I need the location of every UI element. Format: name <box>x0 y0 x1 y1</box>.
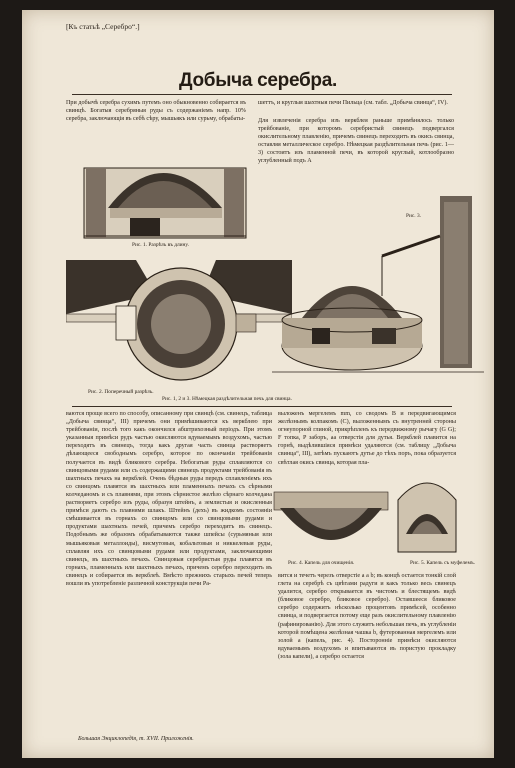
figure-rule <box>72 406 452 407</box>
caption-figures-1-3: Рис. 1, 2 и 3. Нѣмецкая раздѣлительная печь для свинца. <box>162 396 292 402</box>
caption-figure-3-label: Рис. 3. <box>406 213 422 219</box>
page-title: Добыча серебра. <box>179 70 337 91</box>
figure-3-furnace-exterior <box>272 196 484 386</box>
figure-4-cupel <box>272 490 390 556</box>
figure-5-cupel-muffle <box>394 474 460 554</box>
document-page <box>22 10 494 758</box>
title-rule <box>72 94 452 95</box>
page-footer: Большая Энциклопедія, т. XVII. Приложенія. <box>78 736 194 742</box>
caption-figure-1: Рис. 1. Разрѣзъ въ длину. <box>132 242 189 248</box>
figure-2-plan-section <box>66 254 292 386</box>
header-note: [Къ статьѣ „Серебро“.] <box>66 22 140 31</box>
text-top-right-a: шеттъ, и круглыя шахтныя печи Пильца (см. табл. „Добыча свинца“, IV). <box>258 100 448 106</box>
text-middle-right: выложенъ мергелемъ mm, со сводомъ B и передвигающимся желѣзнымъ колпакомъ (C), выложеннымъ съ внутренней стороны огнеупорной глиной, прикрѣпленъ къ передвижному рычагу (G G); F топка, P заборъ, aa отверстія для дутья. Веркблей плавится на горнѣ, выдѣлившіяся примѣси удаляются (см. таблицу „Добыча свинца“, III), затѣмъ пускаютъ дутье до тѣхъ поръ, пока образуется свѣтлая окись свинца, которая пла- <box>278 411 456 466</box>
text-top-right-b: Для извлеченія серебра изъ веркблея раньше примѣнялось только трейбованіе, при которомъ серебристый свинецъ подвергался окислительному плавленію, причемъ свинецъ переходитъ въ окись свинца, оставляя металлическое серебро. Нѣмецкая раздѣлительная печь (рис. 1—3) состоитъ изъ пламенной печи, въ которой круглый, котлообразно углубленный подъ A <box>258 118 454 165</box>
caption-figure-5: Рис. 5. Капель съ муфелемъ. <box>410 560 475 566</box>
caption-figure-4: Рис. 4. Капель для очищенія. <box>288 560 355 566</box>
text-top-left: При добычѣ серебра сухимъ путемъ оно обыкновенно собирается въ свинцѣ. Богатыя серебряныя руды съ содержаніемъ напр. 10% серебра, заключающія въ себѣ сѣру, мышьякъ или сурьму, обрабаты- <box>66 100 246 123</box>
text-middle-left: ваются проще всего по способу, описанному при свинцѣ (см. свинецъ, таблица „Добыча свинца“, III) причемъ они примѣшиваются къ веркблею при трейбованіи, послѣ того какъ окончился абштрихозный періодъ. При этомъ указанныя примѣси рудъ частью окисляются вдуваемымъ воздухомъ, частью переходятъ въ свинецъ, тогда какъ другая часть свинца растворяетъ дѣлающееся свободнымъ серебро, которое по окончаніи трейбованія получается въ видѣ бликового серебра. Небогатыя руды сплавляются со свинцовыми рудами или съ содержащими свинецъ продуктами трейбованія въ шахтныхъ печахъ на веркблей. Очень бѣдныя руды передъ сплавленіемъ ихъ со свинцомъ плавятся въ шахтныхъ или пламенныхъ печахъ съ сѣрными колчеданомъ и съ плавнями, при этомъ сѣрнистое желѣзо сѣрнаго колчедана растворяетъ серебро изъ руды, образуя штейнъ, а землистыя и окисленныя примѣси даютъ съ плавнями шлакъ. Штейнъ (дехъ) въ жидкомъ состояніи смѣшивается въ горнахъ со свинцомъ или со свинцовыми рудами и продуктами шахтныхъ печей, причемъ серебро переходитъ въ свинецъ. Подобнымъ же образомъ обрабатываются также шпейсы (сурьмяныя или мышьяковыя металлоиды), висмутовыя, кобальтовыя и никкелевыя руды, сплавляя ихъ со свинцовыми рудами или продуктами, заключающими свинецъ, въ шахтныхъ печахъ. Свинцовыя серебристыя руды плавятся въ горнахъ, пламенныхъ или шахтныхъ печахъ, причемъ серебро переходитъ въ свинецъ и собирается въ веркблеѣ. Вмѣсто прежнихъ старыхъ печей теперь вошли въ употребленіе различной конструкціи печи Ра- <box>66 411 272 587</box>
caption-figure-2: Рис. 2. Поперечный разрѣзъ. <box>88 389 154 395</box>
text-bottom-right: вится и течетъ черезъ отверстіе a a b; въ концѣ остается тонкій слой глета на серебрѣ съ цвѣтами радуги и какъ только весь свинецъ удалится, серебро открывается въ чистомъ и блестящемъ видѣ (бликовое серебро, бликовое серебро). Оставшееся бликовое серебро содержитъ нѣсколько процентовъ примѣсей, особенно свинца, и подвергается потому еще разъ окислительному плавленію (рафинированію). Для этого служитъ небольшая печь, въ углубленіи которой помѣщена желѣзная чашка b, футерованная мергелемъ или золой a (капель, рис. 4). Посторонніе примѣси окисляются вдуваемымъ воздухомъ и впитываются въ пористую прокладку (зола капели), а серебро остается <box>278 573 456 660</box>
figure-1-longitudinal-section <box>82 138 248 240</box>
